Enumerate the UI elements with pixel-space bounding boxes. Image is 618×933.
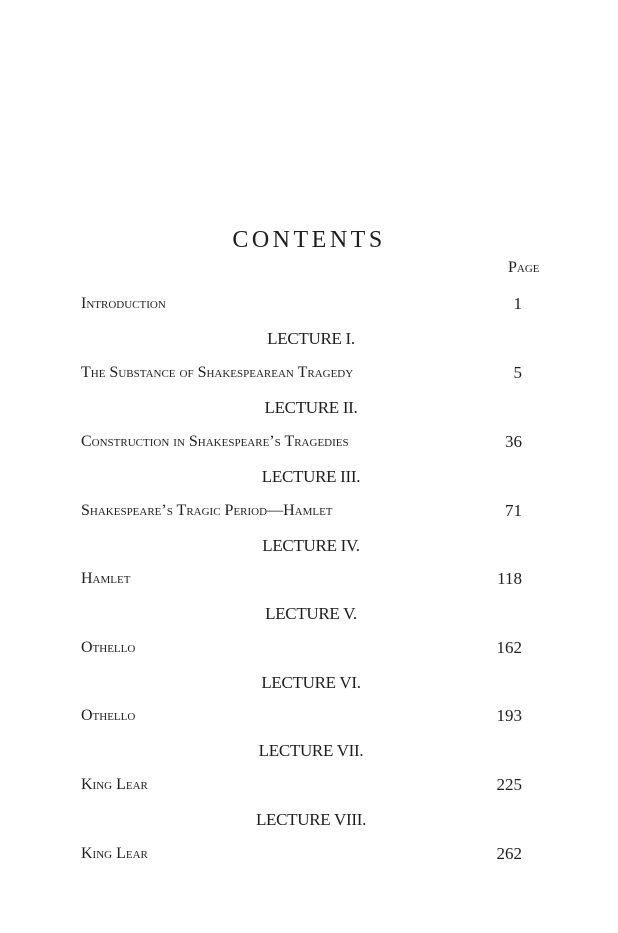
entry-page-lecture-5: 162 bbox=[496, 638, 522, 657]
entry-page-lecture-6: 193 bbox=[496, 706, 522, 725]
entry-title-lecture-8[interactable]: King Lear bbox=[81, 845, 148, 862]
entry-page-lecture-8: 262 bbox=[496, 844, 522, 863]
lecture-heading-1: LECTURE I. bbox=[267, 329, 355, 348]
lecture-heading-6: LECTURE VI. bbox=[261, 673, 361, 692]
lecture-heading-7: LECTURE VII. bbox=[258, 741, 364, 760]
entry-title-lecture-3[interactable]: Shakespeare’s Tragic Period—Hamlet bbox=[81, 502, 333, 519]
entry-title-lecture-5[interactable]: Othello bbox=[81, 639, 136, 656]
entry-page-lecture-1: 5 bbox=[513, 363, 522, 382]
entry-page-lecture-3: 71 bbox=[505, 501, 522, 520]
entry-title-lecture-4[interactable]: Hamlet bbox=[81, 570, 131, 587]
lecture-heading-8: LECTURE VIII. bbox=[255, 810, 367, 829]
entry-title-lecture-6[interactable]: Othello bbox=[81, 707, 136, 724]
entry-title-introduction[interactable]: Introduction bbox=[81, 295, 166, 312]
lecture-heading-3: LECTURE III. bbox=[261, 467, 361, 486]
entry-title-lecture-7[interactable]: King Lear bbox=[81, 776, 148, 793]
lecture-heading-4: LECTURE IV. bbox=[262, 536, 360, 555]
contents-heading: CONTENTS bbox=[232, 227, 386, 253]
entry-title-lecture-2[interactable]: Construction in Shakespeare’s Tragedies bbox=[81, 433, 349, 450]
entry-title-lecture-1[interactable]: The Substance of Shakespearean Tragedy bbox=[81, 364, 354, 381]
entry-page-introduction: 1 bbox=[513, 294, 522, 313]
page-column-label: Page bbox=[508, 259, 540, 276]
lecture-heading-5: LECTURE V. bbox=[265, 604, 357, 623]
entry-page-lecture-4: 118 bbox=[497, 569, 522, 588]
lecture-heading-2: LECTURE II. bbox=[264, 398, 358, 417]
entry-page-lecture-7: 225 bbox=[496, 775, 522, 794]
entry-page-lecture-2: 36 bbox=[505, 432, 522, 451]
